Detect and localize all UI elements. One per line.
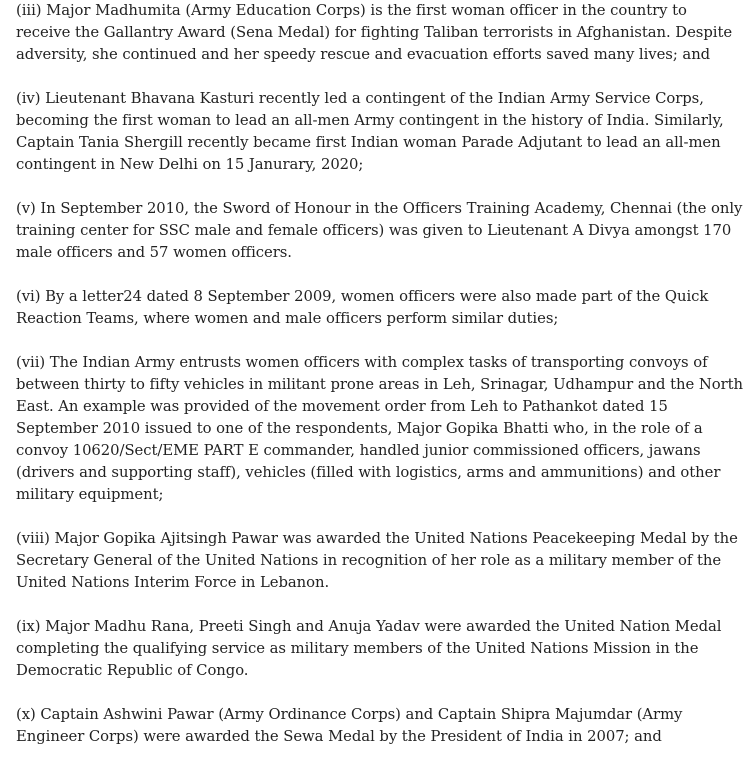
paragraph-ix: (ix) Major Madhu Rana, Preeti Singh and Anuja Yadav were awarded the United Nation Medal completing the qualifying service as military members of the United Nations Mission in the Democratic Republic of Congo. bbox=[16, 618, 722, 679]
paragraph-iii: (iii) Major Madhumita (Army Education Corps) is the first woman officer in the country to receive the Gallantry Award (Sena Medal) for fighting Taliban terrorists in Afghanistan. Despite adversity, she continued and her speedy rescue and evacuation efforts saved many lives; and bbox=[16, 2, 733, 63]
paragraph-iv: (iv) Lieutenant Bhavana Kasturi recently led a contingent of the Indian Army Service Corps, becoming the first woman to lead an all-men Army contingent in the history of India. Similarly, Captain Tania Shergill recently became first Indian woman Parade Adjutant to lead an all-men contingent in New Delhi on 15 Janurary, 2020; bbox=[16, 90, 724, 173]
paragraph-viii: (viii) Major Gopika Ajitsingh Pawar was awarded the United Nations Peacekeeping Medal by the Secretary General of the United Nations in recognition of her role as a military member of the United Nations Interim Force in Lebanon. bbox=[16, 530, 738, 591]
paragraph-x: (x) Captain Ashwini Pawar (Army Ordinance Corps) and Captain Shipra Majumdar (Army Engineer Corps) were awarded the Sewa Medal by the President of India in 2007; and bbox=[16, 706, 683, 745]
paragraph-v: (v) In September 2010, the Sword of Honour in the Officers Training Academy, Chennai (the only training center for SSC male and female officers) was given to Lieutenant A Divya amongst 170 male officers and 57 women officers. bbox=[16, 200, 743, 261]
paragraph-vii: (vii) The Indian Army entrusts women officers with complex tasks of transporting convoys of between thirty to fifty vehicles in militant prone areas in Leh, Srinagar, Udhampur and the North East. An example was provided of the movement order from Leh to Pathankot dated 15 September 2010 issued to one of the respondents, Major Gopika Bhatti who, in the role of a convoy 10620/Sect/EME PART E commander, handled junior commissioned officers, jawans (drivers and supporting staff), vehicles (filled with logistics, arms and ammunitions) and other military equipment; bbox=[16, 354, 743, 503]
document-body bbox=[16, 0, 744, 770]
paragraph-vi: (vi) By a letter24 dated 8 September 2009, women officers were also made part of the Quick Reaction Teams, where women and male officers perform similar duties; bbox=[16, 288, 709, 327]
